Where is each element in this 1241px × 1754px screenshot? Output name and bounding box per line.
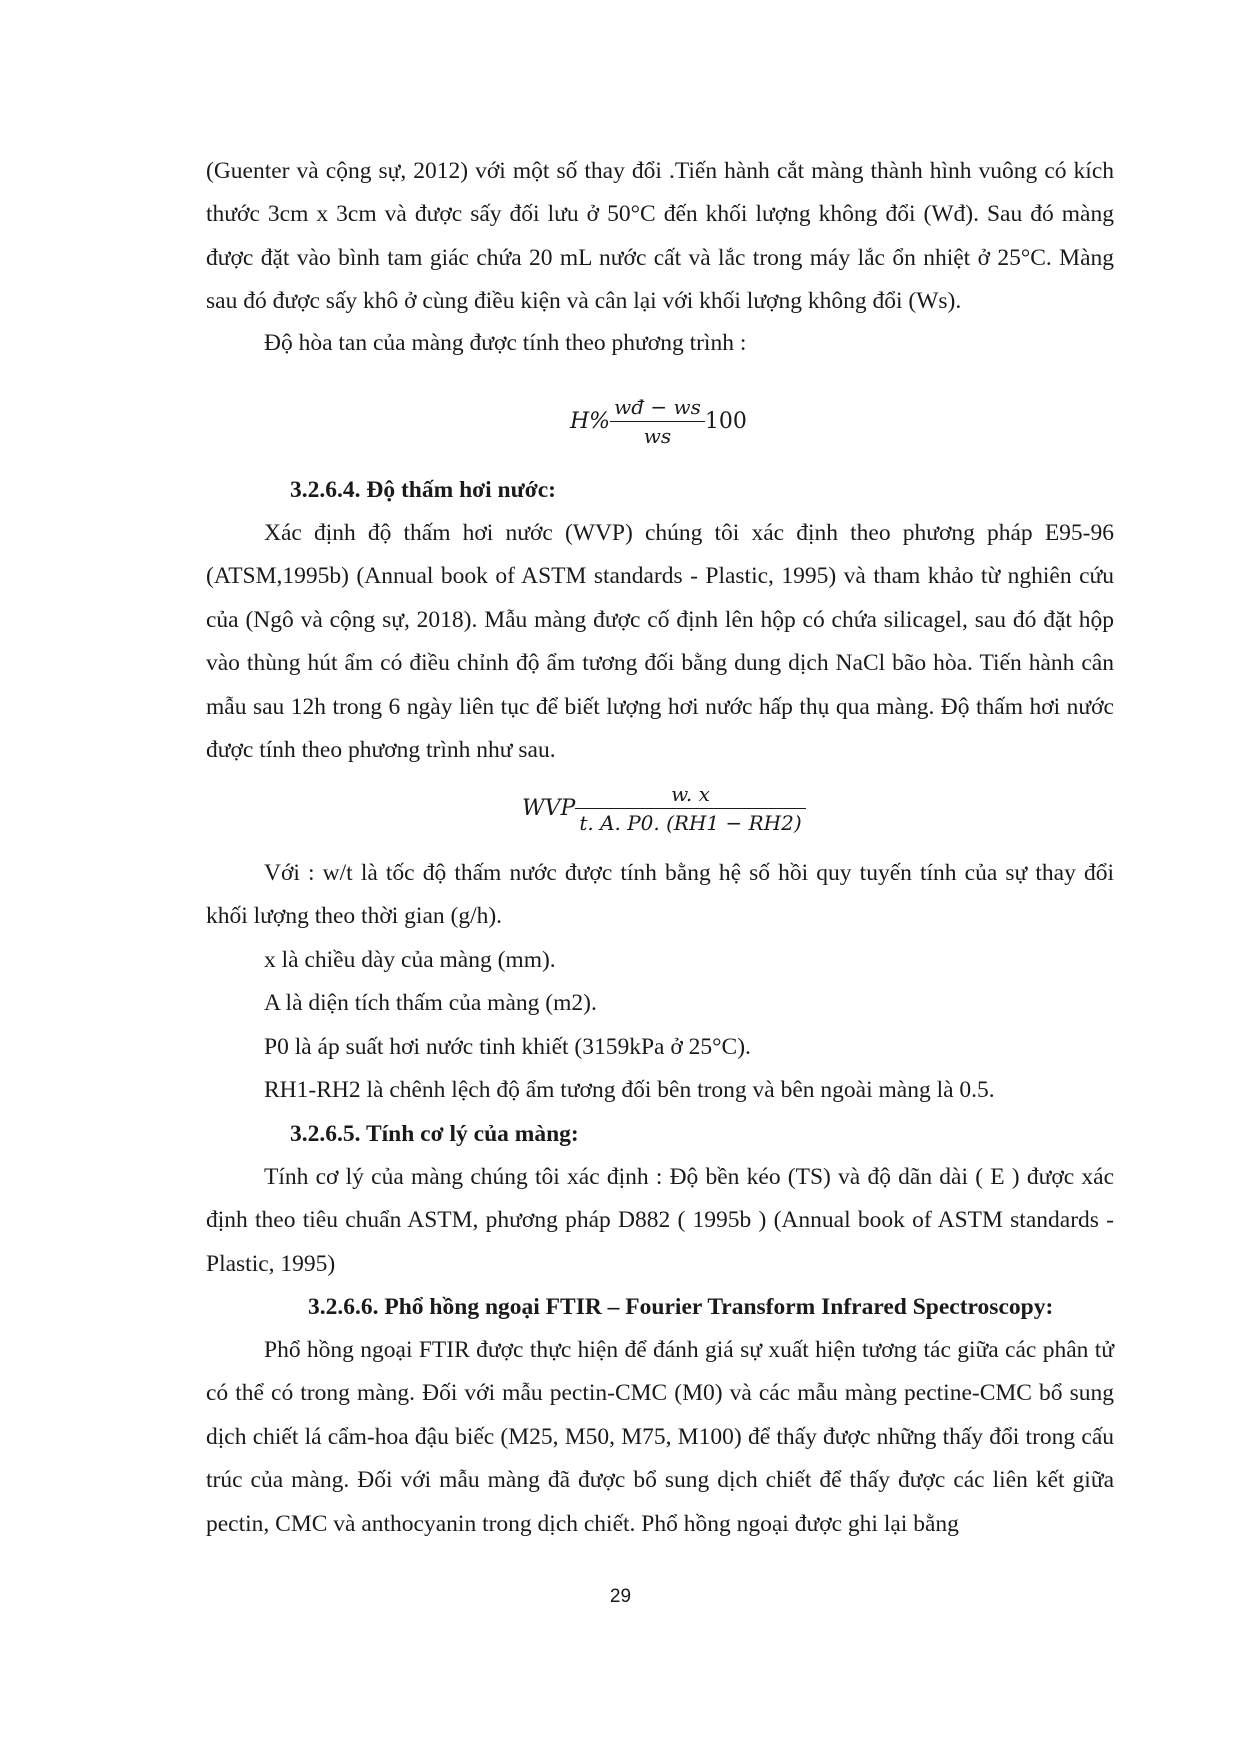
equation-solubility-numerator: wđ − ws	[614, 395, 701, 419]
equation-solubility-denominator: ws	[610, 421, 705, 450]
paragraph-wvp-variables: Với : w/t là tốc độ thấm nước được tính bằng hệ số hồi quy tuyến tính của sự thay đổi khối lượng theo thời gian (g/h).	[206, 860, 1114, 930]
section-heading-wvp: 3.2.6.4. Độ thấm hơi nước:	[290, 477, 556, 503]
equation-solubility-lhs: H%	[570, 409, 611, 434]
equation-solubility-rhs: 100	[704, 409, 747, 434]
paragraph-wvp-method: Xác định độ thấm hơi nước (WVP) chúng tôi xác định theo phương pháp E95-96 (ATSM,1995b) (Annual book of ASTM standards - Plastic, 1995) và tham khảo từ nghiên cứu của (Ngô và cộng sự, 2018). Mẫu màng được cố định lên hộp có chứa silicagel, sau đó đặt hộp vào thùng hút ẩm có điều chỉnh độ ẩm tương đối bằng dung dịch NaCl bão hòa. Tiến hành cân mẫu sau 12h trong 6 ngày liên tục để biết lượng hơi nước hấp thụ qua màng. Độ thấm hơi nước được tính theo phương trình như sau.	[206, 520, 1114, 764]
paragraph-mechanical: Tính cơ lý của màng chúng tôi xác định : Độ bền kéo (TS) và độ dãn dài ( E ) được xác định theo tiêu chuẩn ASTM, phương pháp D882 ( 1995b ) (Annual book of ASTM standards - Plastic, 1995)	[206, 1164, 1114, 1277]
equation-solubility-fraction	[610, 393, 705, 450]
section-heading-ftir: 3.2.6.6. Phổ hồng ngoại FTIR – Fourier Transform Infrared Spectroscopy:	[308, 1294, 1054, 1320]
definition-p0: P0 là áp suất hơi nước tinh khiết (3159kPa ở 25°C).	[264, 1034, 751, 1060]
equation-wvp-denominator: t. A. P0. (RH1 − RH2)	[575, 808, 805, 837]
equation-solubility	[570, 393, 747, 450]
page-number: 29	[609, 1586, 632, 1607]
definition-a: A là diện tích thấm của màng (m2).	[264, 990, 597, 1016]
paragraph-solubility-method: (Guenter và cộng sự, 2012) với một số thay đổi .Tiến hành cắt màng thành hình vuông có kích thước 3cm x 3cm và được sấy đối lưu ở 50°C đến khối lượng không đổi (Wđ). Sau đó màng được đặt vào bình tam giác chứa 20 mL nước cất và lắc trong máy lắc ổn nhiệt ở 25°C. Màng sau đó được sấy khô ở cùng điều kiện và cân lại với khối lượng không đổi (Ws).	[206, 158, 1114, 315]
definition-rh: RH1-RH2 là chênh lệch độ ẩm tương đối bên trong và bên ngoài màng là 0.5.	[264, 1077, 995, 1103]
paragraph-ftir: Phổ hồng ngoại FTIR được thực hiện để đánh giá sự xuất hiện tương tác giữa các phân tử có thể có trong màng. Đối với mẫu pectin-CMC (M0) và các mẫu màng pectine-CMC bổ sung dịch chiết lá cẩm-hoa đậu biếc (M25, M50, M75, M100) để thấy được những thấy đổi trong cấu trúc của màng. Đối với mẫu màng đã được bổ sung dịch chiết để thấy được các liên kết giữa pectin, CMC và anthocyanin trong dịch chiết. Phổ hồng ngoại được ghi lại bằng	[206, 1337, 1114, 1537]
definition-x: x là chiều dày của màng (mm).	[264, 947, 556, 973]
equation-wvp-lhs: WVP	[522, 796, 576, 821]
paragraph-solubility-intro: Độ hòa tan của màng được tính theo phương trình :	[264, 330, 747, 356]
equation-wvp-fraction	[575, 780, 805, 837]
equation-wvp	[522, 780, 806, 837]
section-heading-mechanical: 3.2.6.5. Tính cơ lý của màng:	[290, 1121, 579, 1147]
equation-wvp-numerator: w. x	[671, 782, 710, 806]
